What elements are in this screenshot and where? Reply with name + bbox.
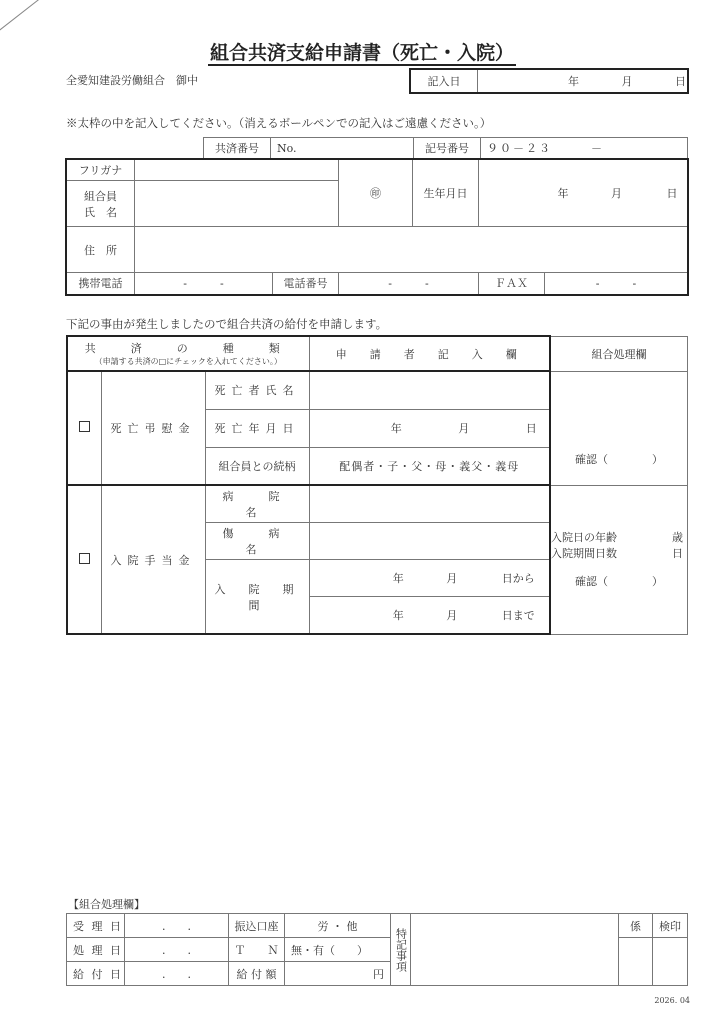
staff-stamp-field[interactable] xyxy=(619,938,653,986)
death-date-label: 死亡年月日 xyxy=(205,409,309,447)
kyosai-no-label: 共済番号 xyxy=(204,138,271,159)
form-version-date: 2026. 04 xyxy=(654,996,690,1005)
amount-label: 給 付 額 xyxy=(229,962,285,986)
benefits-table xyxy=(66,335,688,635)
member-number-table xyxy=(203,137,688,159)
checkbox-icon xyxy=(79,553,90,564)
received-date-field[interactable]: . . xyxy=(125,914,229,938)
inspection-label: 検印 xyxy=(653,914,688,938)
addressee: 全愛知建設労働組合 御中 xyxy=(66,74,198,87)
corner-diagonal-line xyxy=(0,0,73,35)
hospital-checkbox[interactable] xyxy=(67,485,101,634)
transfer-account-label: 振込口座 xyxy=(229,914,285,938)
seal-mark: ㊞ xyxy=(339,160,413,227)
death-date-field[interactable]: 年 月 日 xyxy=(309,409,550,447)
remarks-field[interactable] xyxy=(411,914,619,986)
entry-date-field[interactable]: 年 月 日 xyxy=(478,70,688,93)
phone-field[interactable]: - - xyxy=(339,272,479,294)
deceased-name-field[interactable] xyxy=(309,371,550,409)
tn-field[interactable]: 無・有（ ） xyxy=(285,938,391,962)
fax-field[interactable]: - - xyxy=(545,272,688,294)
relationship-label: 組合員との続柄 xyxy=(205,447,309,485)
processing-section-label: 【組合処理欄】 xyxy=(68,898,145,911)
hospital-name-field[interactable] xyxy=(309,485,550,522)
fax-label: ＦＡＸ xyxy=(479,272,545,294)
death-checkbox[interactable] xyxy=(67,371,101,485)
death-confirm: 確認（ ） xyxy=(550,371,688,485)
mobile-field[interactable]: - - xyxy=(135,272,273,294)
header-union-processing: 組合処理欄 xyxy=(550,336,688,371)
period-from-field[interactable]: 年 月 日から xyxy=(309,560,550,597)
intro-text: 下記の事由が発生しましたので組合共済の給付を申請します。 xyxy=(66,317,388,331)
hospital-period-label: 入 院 期 間 xyxy=(205,560,309,634)
relationship-options[interactable]: 配偶者・子・父・母・義父・義母 xyxy=(309,447,550,485)
amount-field[interactable]: 円 xyxy=(285,962,391,986)
illness-name-field[interactable] xyxy=(309,523,550,560)
paid-date-label: 給 付 日 xyxy=(67,962,125,986)
entry-date-table xyxy=(410,69,688,93)
illness-name-label: 傷 病 名 xyxy=(205,523,309,560)
furigana-field[interactable] xyxy=(135,160,339,181)
mobile-label: 携帯電話 xyxy=(67,272,135,294)
tn-label: Ｔ Ｎ xyxy=(229,938,285,962)
address-field[interactable] xyxy=(135,227,688,272)
dob-field[interactable]: 年 月 日 xyxy=(479,160,688,227)
kigo-field[interactable]: ９０－２３ － xyxy=(481,138,688,159)
member-name-label: 組合員 氏 名 xyxy=(67,181,135,227)
staff-label: 係 xyxy=(619,914,653,938)
paid-date-field[interactable]: . . xyxy=(125,962,229,986)
member-info-table xyxy=(66,159,688,295)
phone-label: 電話番号 xyxy=(273,272,339,294)
inspection-stamp-field[interactable] xyxy=(653,938,688,986)
transfer-account-field[interactable]: 労 ・ 他 xyxy=(285,914,391,938)
period-to-field[interactable]: 年 月 日まで xyxy=(309,597,550,634)
checkbox-icon xyxy=(79,421,90,432)
death-benefit-name: 死亡弔慰金 xyxy=(101,371,205,485)
kigo-label: 記号番号 xyxy=(414,138,481,159)
page-title: 組合共済支給申請書（死亡・入院） xyxy=(209,42,514,64)
address-label: 住 所 xyxy=(67,227,135,272)
instruction-note: ※太枠の中を記入してください。（消えるボールペンでの記入はご遠慮ください。） xyxy=(66,116,492,130)
remarks-label: 特記事項 xyxy=(391,914,411,986)
processed-date-label: 処 理 日 xyxy=(67,938,125,962)
hospital-benefit-name: 入院手当金 xyxy=(101,485,205,634)
received-date-label: 受 理 日 xyxy=(67,914,125,938)
kyosai-no-field[interactable]: No. xyxy=(271,138,414,159)
hospital-union-processing: 入院日の年齢 歳 入院期間日数 日 確認（ ） xyxy=(550,485,688,634)
furigana-label: フリガナ xyxy=(67,160,135,181)
header-applicant: 申 請 者 記 入 欄 xyxy=(309,336,550,371)
member-name-field[interactable] xyxy=(135,181,339,227)
processing-table xyxy=(66,913,688,986)
processed-date-field[interactable]: . . xyxy=(125,938,229,962)
dob-label: 生年月日 xyxy=(413,160,479,227)
hospital-name-label: 病 院 名 xyxy=(205,485,309,522)
deceased-name-label: 死亡者氏名 xyxy=(205,371,309,409)
entry-date-label: 記入日 xyxy=(411,70,478,93)
header-benefit-type: 共 済 の 種 類 （申請する共済の□にチェックを入れてください。） xyxy=(67,336,309,371)
